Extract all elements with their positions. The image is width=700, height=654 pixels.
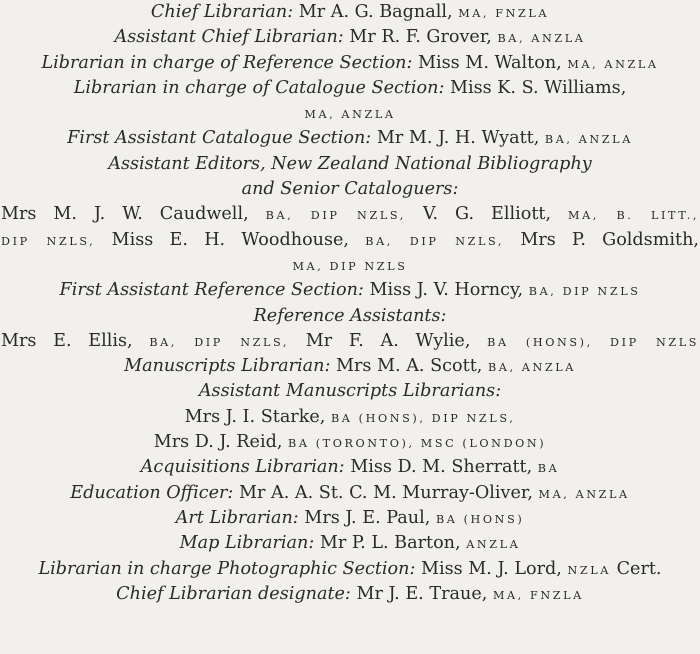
qualifications: BA, ANZLA: [497, 32, 586, 46]
staff-name: Miss M. J. Lord,: [415, 558, 568, 579]
qualifications: BA (HONS), DIP NZLS: [487, 335, 700, 349]
staff-name: Mrs M. J. W. Caudwell,: [1, 204, 266, 225]
role-title: Librarian in charge Photographic Section:: [38, 558, 416, 579]
role-title: and Senior Cataloguers:: [241, 179, 459, 200]
qualifications: BA, DIP NZLS,: [149, 335, 290, 349]
role-title: Assistant Manuscripts Librarians:: [198, 381, 502, 402]
text-line: [0, 405, 700, 430]
staff-name: Mr A. G. Bagnall,: [293, 2, 459, 22]
qualifications: BA, DIP NZLS: [528, 285, 641, 299]
text-line: [0, 354, 700, 379]
staff-name: Mr A. A. St. C. M. Murray-Oliver,: [233, 482, 539, 503]
staff-name: Miss J. V. Horncy,: [363, 280, 529, 301]
role-title: Assistant Editors, New Zealand National Bibliography: [108, 153, 592, 174]
role-title: Education Officer:: [70, 482, 234, 503]
staff-name: Mrs J. I. Starke,: [184, 406, 331, 427]
qualifications: MA, ANZLA: [538, 487, 630, 501]
staff-name: Mrs P. Goldsmith,: [520, 229, 700, 250]
staff-name: Mr R. F. Grover,: [343, 27, 498, 48]
role-title: Chief Librarian designate:: [116, 583, 351, 604]
qualifications: MA, B. LITT.,: [568, 209, 700, 223]
text-line: [0, 557, 700, 582]
staff-name: Mrs M. A. Scott,: [330, 356, 488, 377]
text-line: [0, 177, 700, 202]
role-title: Acquisitions Librarian:: [140, 457, 345, 478]
role-title: Manuscripts Librarian:: [124, 356, 331, 377]
staff-name: Mrs D. J. Reid,: [153, 432, 289, 453]
qualifications: NZLA: [567, 563, 611, 577]
text-line: [0, 304, 700, 329]
text-line: [0, 506, 700, 531]
text-line: [0, 228, 700, 253]
text-line: [0, 455, 700, 480]
role-title: Reference Assistants:: [253, 305, 447, 326]
qualifications: MA, FNZLA: [492, 588, 584, 602]
qualifications: BA: [537, 462, 560, 476]
staff-name: Miss K. S. Williams,: [444, 77, 627, 98]
text-line: [0, 253, 700, 278]
staff-name: Miss E. H. Woodhouse,: [111, 229, 366, 250]
qualifications: BA, ANZLA: [544, 133, 633, 147]
qualifications: BA (TORONTO), MSC (LONDON): [288, 437, 547, 451]
staff-name: Mr F. A. Wylie,: [305, 330, 488, 351]
text-line: [0, 152, 700, 177]
qualifications: BA, DIP NZLS,: [265, 209, 406, 223]
staff-name: Mr M. J. H. Wyatt,: [371, 128, 545, 149]
staff-name: Mrs E. Ellis,: [1, 330, 150, 351]
role-title: Librarian in charge of Catalogue Section:: [73, 77, 445, 98]
staff-name: Mrs J. E. Paul,: [298, 507, 436, 528]
text-line: [0, 582, 700, 607]
qualifications: MA, DIP NZLS: [292, 259, 408, 273]
staff-name: Cert.: [610, 558, 662, 579]
text-line: [0, 202, 700, 227]
qualifications: BA, ANZLA: [487, 361, 576, 375]
qualifications: MA, ANZLA: [304, 108, 396, 122]
staff-name: Mr J. E. Traue,: [350, 583, 493, 604]
role-title: First Assistant Reference Section:: [59, 280, 364, 301]
qualifications: BA (HONS), DIP NZLS,: [330, 411, 516, 425]
text-line: [0, 25, 700, 50]
text-line: [0, 329, 700, 354]
text-line: [0, 379, 700, 404]
role-title: Art Librarian:: [175, 507, 299, 528]
text-line: [0, 51, 700, 76]
staff-name: Miss M. Walton,: [412, 52, 568, 73]
role-title: Chief Librarian:: [150, 2, 294, 22]
text-line: [0, 0, 700, 25]
role-title: Assistant Chief Librarian:: [114, 27, 344, 48]
role-title: Map Librarian:: [179, 533, 315, 554]
qualifications: MA, ANZLA: [567, 57, 659, 71]
text-line: [0, 126, 700, 151]
text-line: [0, 481, 700, 506]
role-title: First Assistant Catalogue Section:: [67, 128, 372, 149]
text-line: [0, 101, 700, 126]
qualifications: BA, DIP NZLS,: [365, 234, 505, 248]
staff-name: V. G. Elliott,: [422, 204, 569, 225]
qualifications: MA, FNZLA: [458, 7, 550, 20]
qualifications: BA (HONS): [435, 512, 525, 526]
text-line: [0, 278, 700, 303]
text-line: [0, 531, 700, 556]
text-line: [0, 430, 700, 455]
qualifications: DIP NZLS,: [1, 234, 96, 248]
staff-name: Miss D. M. Sherratt,: [344, 457, 538, 478]
staff-name: Mr P. L. Barton,: [314, 533, 467, 554]
qualifications: ANZLA: [466, 538, 521, 552]
role-title: Librarian in charge of Reference Section:: [41, 52, 413, 73]
text-line: [0, 76, 700, 101]
